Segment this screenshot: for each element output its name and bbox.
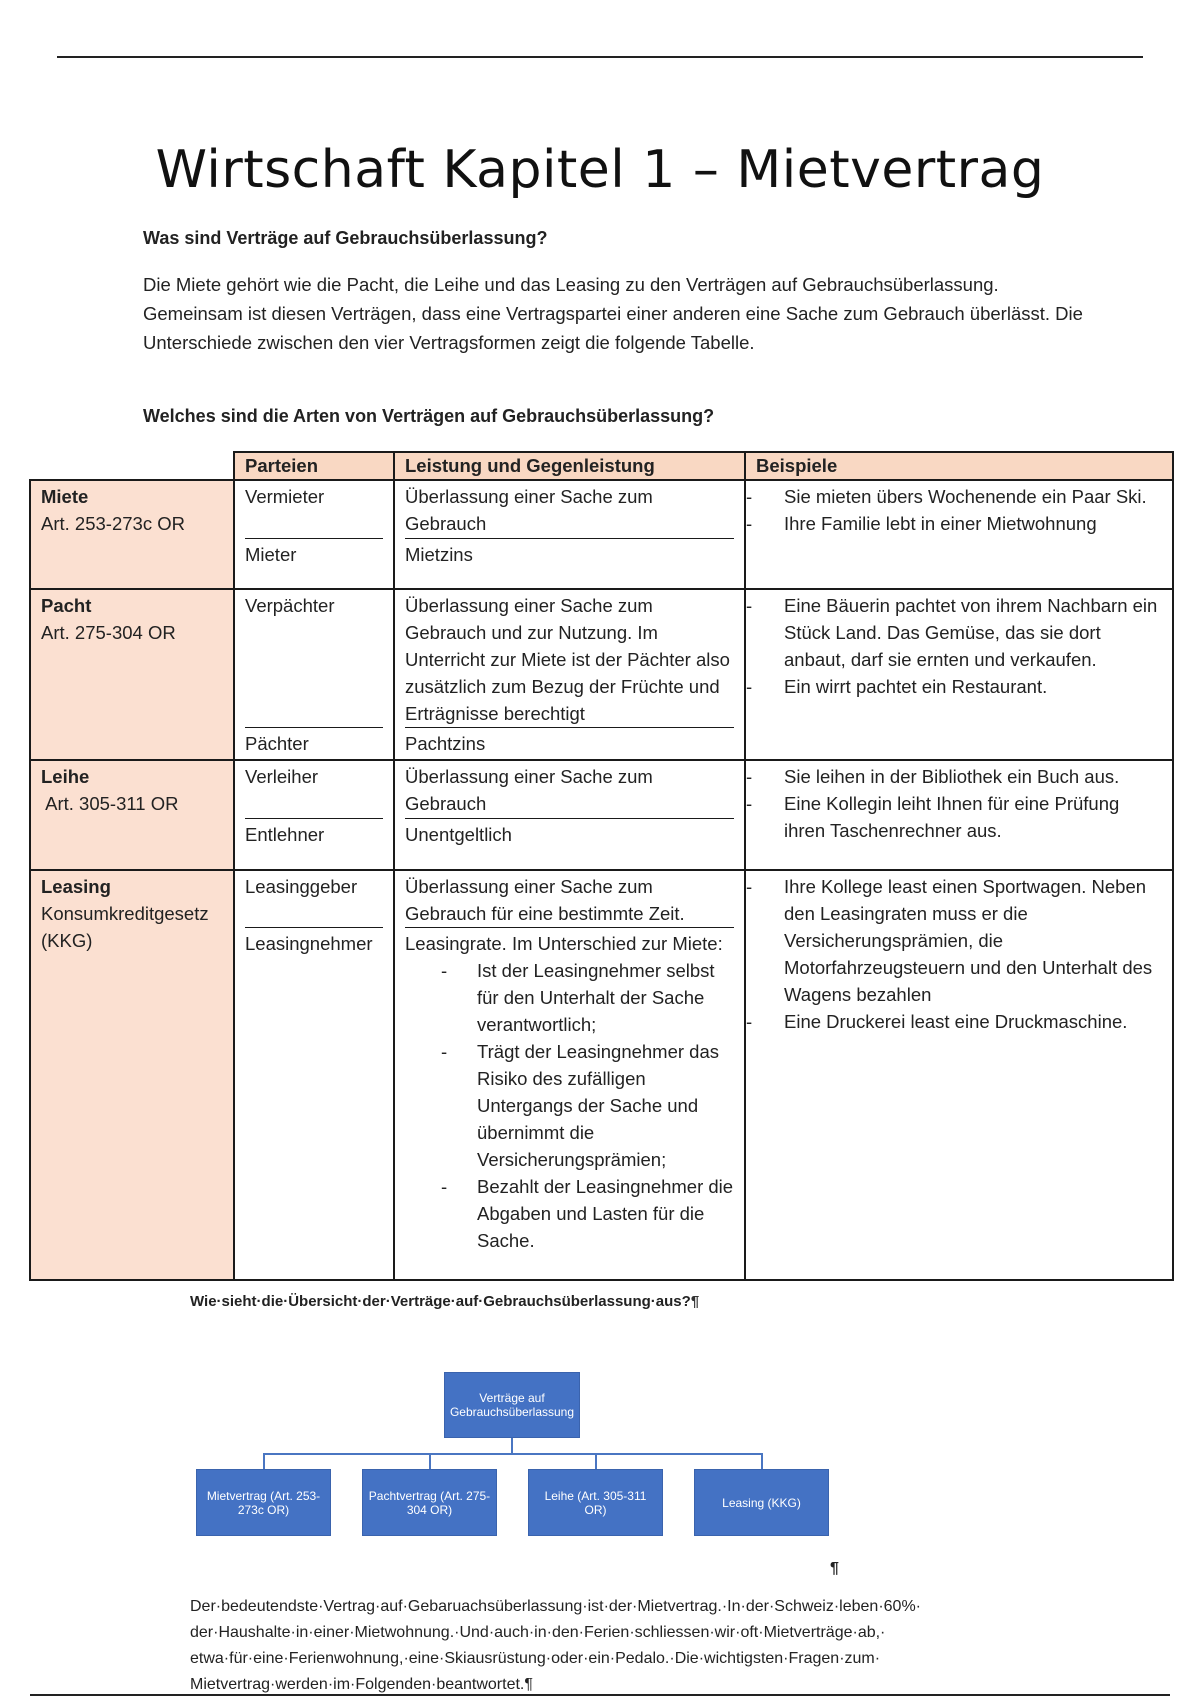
question-heading-1: Was sind Verträge auf Gebrauchsüberlassung? — [143, 228, 548, 248]
examples-cell — [745, 589, 1173, 760]
top-rule — [57, 56, 1143, 58]
examples-cell — [745, 870, 1173, 1280]
diagram-child-box: Pachtvertrag (Art. 275-304 OR) — [362, 1469, 497, 1536]
leasing-difference-item: - Trägt der Leasingnehmer das Risiko des zufälligen Untergangs der Sache und übernimmt die Versicherungsprämien; — [437, 1038, 734, 1173]
contract-reference: Art. 305-311 OR — [41, 793, 179, 814]
performance-cell — [394, 760, 745, 870]
header-parteien: Parteien — [234, 452, 394, 480]
performance: Überlassung einer Sache zum Gebrauch und zur Nutzung. Im Unterricht zur Miete ist der Pächter also zusätzlich zum Bezug der Früchte und Erträgnisse berechtigt — [405, 590, 734, 728]
counter-performance: Unentgeltlich — [405, 824, 512, 845]
contract-name: Leasing — [41, 876, 111, 897]
pilcrow-mark: ¶ — [524, 1676, 533, 1693]
example-item: - Eine Kollegin leiht Ihnen für eine Prüfung ihren Taschenrechner aus. — [744, 790, 1164, 844]
connector-line — [263, 1453, 763, 1455]
party-receiver: Entlehner — [245, 824, 325, 845]
table-row-leihe — [30, 760, 1173, 870]
party-provider: Verpächter — [245, 590, 383, 728]
table-row-leasing — [30, 870, 1173, 1280]
page-title: Wirtschaft Kapitel 1 – Mietvertrag — [155, 140, 1045, 200]
counter-performance: Pachtzins — [405, 733, 486, 754]
example-item: - Eine Druckerei least eine Druckmaschine. — [744, 1008, 1164, 1035]
party-provider: Verleiher — [245, 761, 383, 819]
parties-cell — [234, 589, 394, 760]
header-beispiele: Beispiele — [745, 452, 1173, 480]
example-item: - Sie mieten übers Wochenende ein Paar Ski. — [744, 483, 1164, 510]
row-label-cell — [30, 870, 234, 1280]
contract-name: Pacht — [41, 595, 92, 616]
party-receiver: Pächter — [245, 733, 309, 754]
closing-paragraph — [190, 1594, 1120, 1698]
table-row-pacht — [30, 589, 1173, 760]
table-header-row — [30, 452, 1173, 480]
diagram-child-box: Leihe (Art. 305-311 OR) — [528, 1469, 663, 1536]
counter-performance: Mietzins — [405, 544, 473, 565]
example-item: - Ihre Kollege least einen Sportwagen. Neben den Leasingraten muss er die Versicherungsprämien, die Motorfahrzeugsteuern und den Unterhalt des Wagens bezahlen — [744, 873, 1164, 1008]
row-label-cell — [30, 760, 234, 870]
diagram-child-box: Mietvertrag (Art. 253-273c OR) — [196, 1469, 331, 1536]
parties-cell — [234, 870, 394, 1280]
bottom-rule — [30, 1694, 1170, 1696]
intro-paragraph: Die Miete gehört wie die Pacht, die Leihe und das Leasing zu den Verträgen auf Gebrauchsüberlassung. Gemeinsam ist diesen Verträgen, dass eine Vertragspartei einer anderen eine Sache zum Gebrauch überlässt. Die Unterschiede zwischen den vier Vertragsformen zeigt die folgende Tabelle. — [143, 274, 1083, 353]
contract-reference: Art. 275-304 OR — [41, 622, 176, 643]
row-label-cell — [30, 589, 234, 760]
contract-reference: Konsumkreditgesetz (KKG) — [41, 903, 209, 951]
performance: Überlassung einer Sache zum Gebrauch für eine bestimmte Zeit. — [405, 871, 734, 928]
counter-performance: Leasingrate. Im Unterschied zur Miete: — [405, 933, 723, 954]
party-provider: Leasinggeber — [245, 871, 383, 928]
performance-cell — [394, 870, 745, 1280]
question-text: Wie·sieht·die·Übersicht·der·Verträge·auf·Gebrauchsüberlassung·aus? — [190, 1293, 691, 1310]
connector-line — [595, 1453, 597, 1469]
contract-reference: Art. 253-273c OR — [41, 513, 185, 534]
party-provider: Vermieter — [245, 481, 383, 539]
leasing-difference-item: - Ist der Leasingnehmer selbst für den Unterhalt der Sache verantwortlich; — [437, 957, 734, 1038]
performance-cell — [394, 480, 745, 589]
leasing-difference-item: - Bezahlt der Leasingnehmer die Abgaben und Lasten für die Sache. — [437, 1173, 734, 1254]
example-item: - Ein wirrt pachtet ein Restaurant. — [744, 673, 1164, 700]
parties-cell — [234, 480, 394, 589]
closing-text: Der·bedeutendste·Vertrag·auf·Gebaruachsüberlassung·ist·der·Mietvertrag.·In·der·Schweiz·leben·60%· der·Haushalte·in·einer·Mietwohnung.·Und·auch·in·den·Ferien·schliessen·wir·oft·Mietverträge·ab,· etwa·für·eine·Ferienwohnung,·eine·Skiausrüstung·oder·ein·Pedalo.·Die·wichtigsten·Fragen·zum· Mietvertrag·werden·im·Folgenden·beantwortet. — [190, 1598, 921, 1693]
pilcrow-mark: ¶ — [690, 1293, 700, 1310]
table-corner-cell — [30, 452, 234, 480]
connector-line — [429, 1453, 431, 1469]
connector-line — [511, 1438, 513, 1454]
diagram-child-box: Leasing (KKG) — [694, 1469, 829, 1536]
connector-line — [761, 1453, 763, 1469]
example-item: - Ihre Familie lebt in einer Mietwohnung — [744, 510, 1164, 537]
parties-cell — [234, 760, 394, 870]
example-item: - Sie leihen in der Bibliothek ein Buch aus. — [744, 763, 1164, 790]
example-item: - Eine Bäuerin pachtet von ihrem Nachbarn ein Stück Land. Das Gemüse, das sie dort anbaut, darf sie ernten und verkaufen. — [744, 592, 1164, 673]
question-heading-2: Welches sind die Arten von Verträgen auf Gebrauchsüberlassung? — [143, 406, 715, 426]
performance: Überlassung einer Sache zum Gebrauch — [405, 761, 734, 819]
performance: Überlassung einer Sache zum Gebrauch — [405, 481, 734, 539]
table-row-miete — [30, 480, 1173, 589]
performance-cell — [394, 589, 745, 760]
examples-cell — [745, 480, 1173, 589]
row-label-cell — [30, 480, 234, 589]
header-leistung: Leistung und Gegenleistung — [394, 452, 745, 480]
diagram-root-box: Verträge auf Gebrauchsüberlassung — [444, 1372, 580, 1438]
pilcrow-mark: ¶ — [830, 1560, 839, 1577]
question-heading-3 — [190, 1293, 699, 1310]
party-receiver: Mieter — [245, 544, 297, 565]
contracts-table — [29, 451, 1174, 1281]
counter-performance-block — [395, 928, 744, 1256]
party-receiver: Leasingnehmer — [245, 933, 373, 954]
contract-name: Leihe — [41, 766, 90, 787]
contract-name: Miete — [41, 486, 89, 507]
examples-cell — [745, 760, 1173, 870]
connector-line — [263, 1453, 265, 1469]
